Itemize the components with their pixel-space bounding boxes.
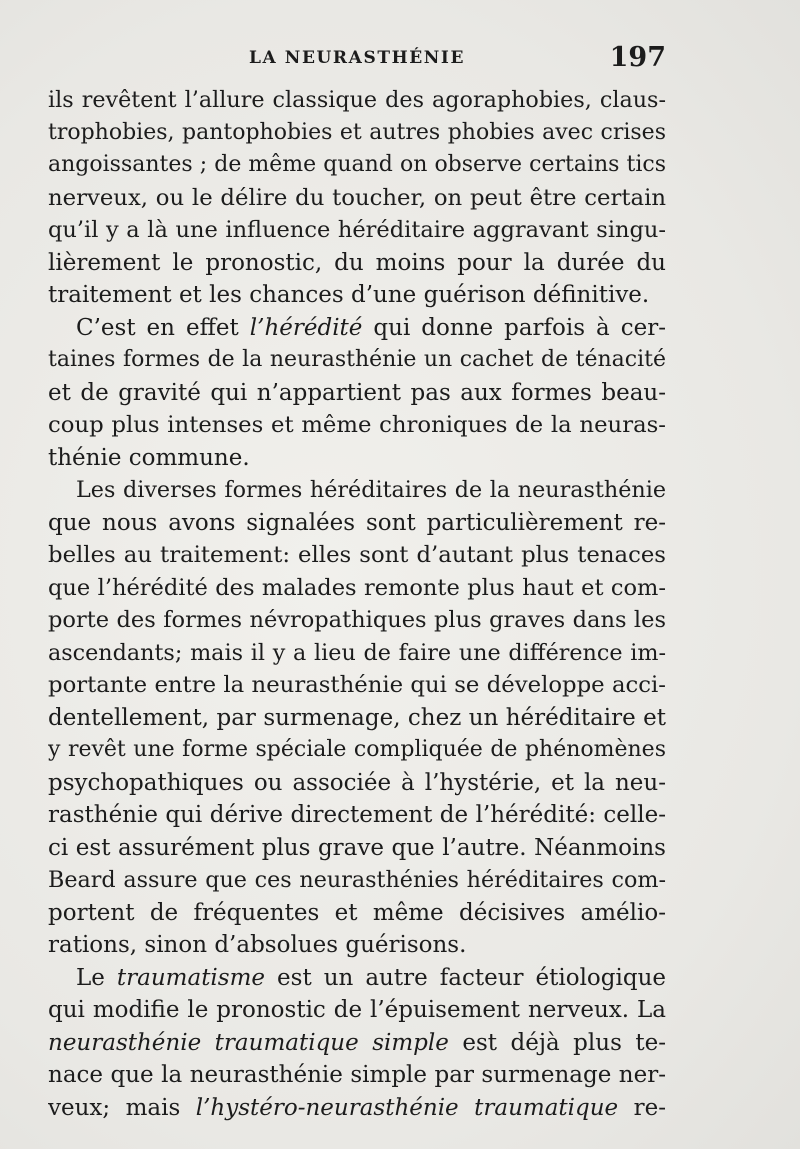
text-line: trophobies, pantophobies et autres phobies avec crises (48, 119, 666, 145)
text-line: qui modifie le pronostic de l’épuisement nerveux. La (48, 997, 666, 1023)
italic-term: traumatisme (116, 964, 266, 991)
text-segment: Le (76, 964, 117, 991)
italic-term: neurasthénie traumatique simple (48, 1029, 449, 1056)
text-line: lièrement le pronostic, du moins pour la durée du (48, 249, 666, 276)
text-line: que nous avons signalées sont particulièrement re- (48, 509, 666, 536)
text-line: thénie commune. (48, 444, 250, 471)
text-line: coup plus intenses et même chroniques de la neuras- (48, 412, 666, 438)
italic-term: l’hérédité (249, 314, 363, 341)
text-segment: qui donne parfois à cer- (362, 314, 666, 341)
text-line: traitement et les chances d’une guérison définitive. (48, 282, 650, 308)
text-line (48, 312, 666, 345)
text-line: nace que la neurasthénie simple par surmenage ner- (48, 1062, 666, 1088)
text-line: Les diverses formes héréditaires de la neurasthénie (76, 477, 666, 503)
running-title: LA NEURASTHÉNIE (248, 48, 466, 68)
text-line: porte des formes névropathiques plus graves dans les (48, 607, 666, 633)
text-line: taines formes de la neurasthénie un cachet de ténacité (48, 347, 666, 372)
text-line: rations, sinon d’absolues guérisons. (48, 932, 467, 958)
text-line: ils revêtent l’allure classique des agoraphobies, claus- (48, 87, 666, 113)
text-line: belles au traitement: elles sont d’autant plus tenaces (48, 542, 666, 568)
text-line: ascendants; mais il y a lieu de faire une différence im- (48, 639, 666, 666)
text-line (48, 1092, 666, 1125)
text-line: y revêt une forme spéciale compliquée de phénomènes (48, 737, 666, 762)
text-line: Beard assure que ces neurasthénies héréditaires com- (48, 867, 666, 893)
text-line: portent de fréquentes et même décisives amélio- (48, 899, 666, 926)
text-segment: est un autre facteur étiologique (265, 964, 666, 991)
body-text (48, 84, 666, 1124)
page-number: 197 (609, 42, 666, 73)
text-segment: veux; mais (48, 1094, 196, 1121)
text-segment: C’est en effet (76, 314, 250, 341)
text-line: ci est assurément plus grave que l’autre. Néanmoins (48, 834, 666, 861)
text-line: et de gravité qui n’appartient pas aux formes beau- (48, 379, 666, 406)
text-segment: est déjà plus te- (448, 1029, 666, 1056)
text-line (48, 1027, 666, 1060)
text-line: psychopathiques ou associée à l’hystérie, et la neu- (48, 769, 666, 796)
text-line: portante entre la neurasthénie qui se développe acci- (48, 672, 666, 698)
text-line: que l’hérédité des malades remonte plus haut et com- (48, 574, 666, 601)
text-line (48, 962, 666, 995)
text-line: dentellement, par surmenage, chez un héréditaire et (48, 704, 666, 731)
text-line: nerveux, ou le délire du toucher, on peut être certain (48, 184, 666, 211)
text-line: angoissantes ; de même quand on observe certains tics (48, 152, 666, 177)
text-line: rasthénie qui dérive directement de l’hérédité: celle- (48, 802, 666, 828)
running-head (48, 44, 666, 74)
italic-term: l’hystéro-neurasthénie traumatique (195, 1094, 619, 1121)
text-segment: re- (618, 1094, 666, 1121)
text-line: qu’il y a là une influence héréditaire aggravant singu- (48, 217, 666, 243)
